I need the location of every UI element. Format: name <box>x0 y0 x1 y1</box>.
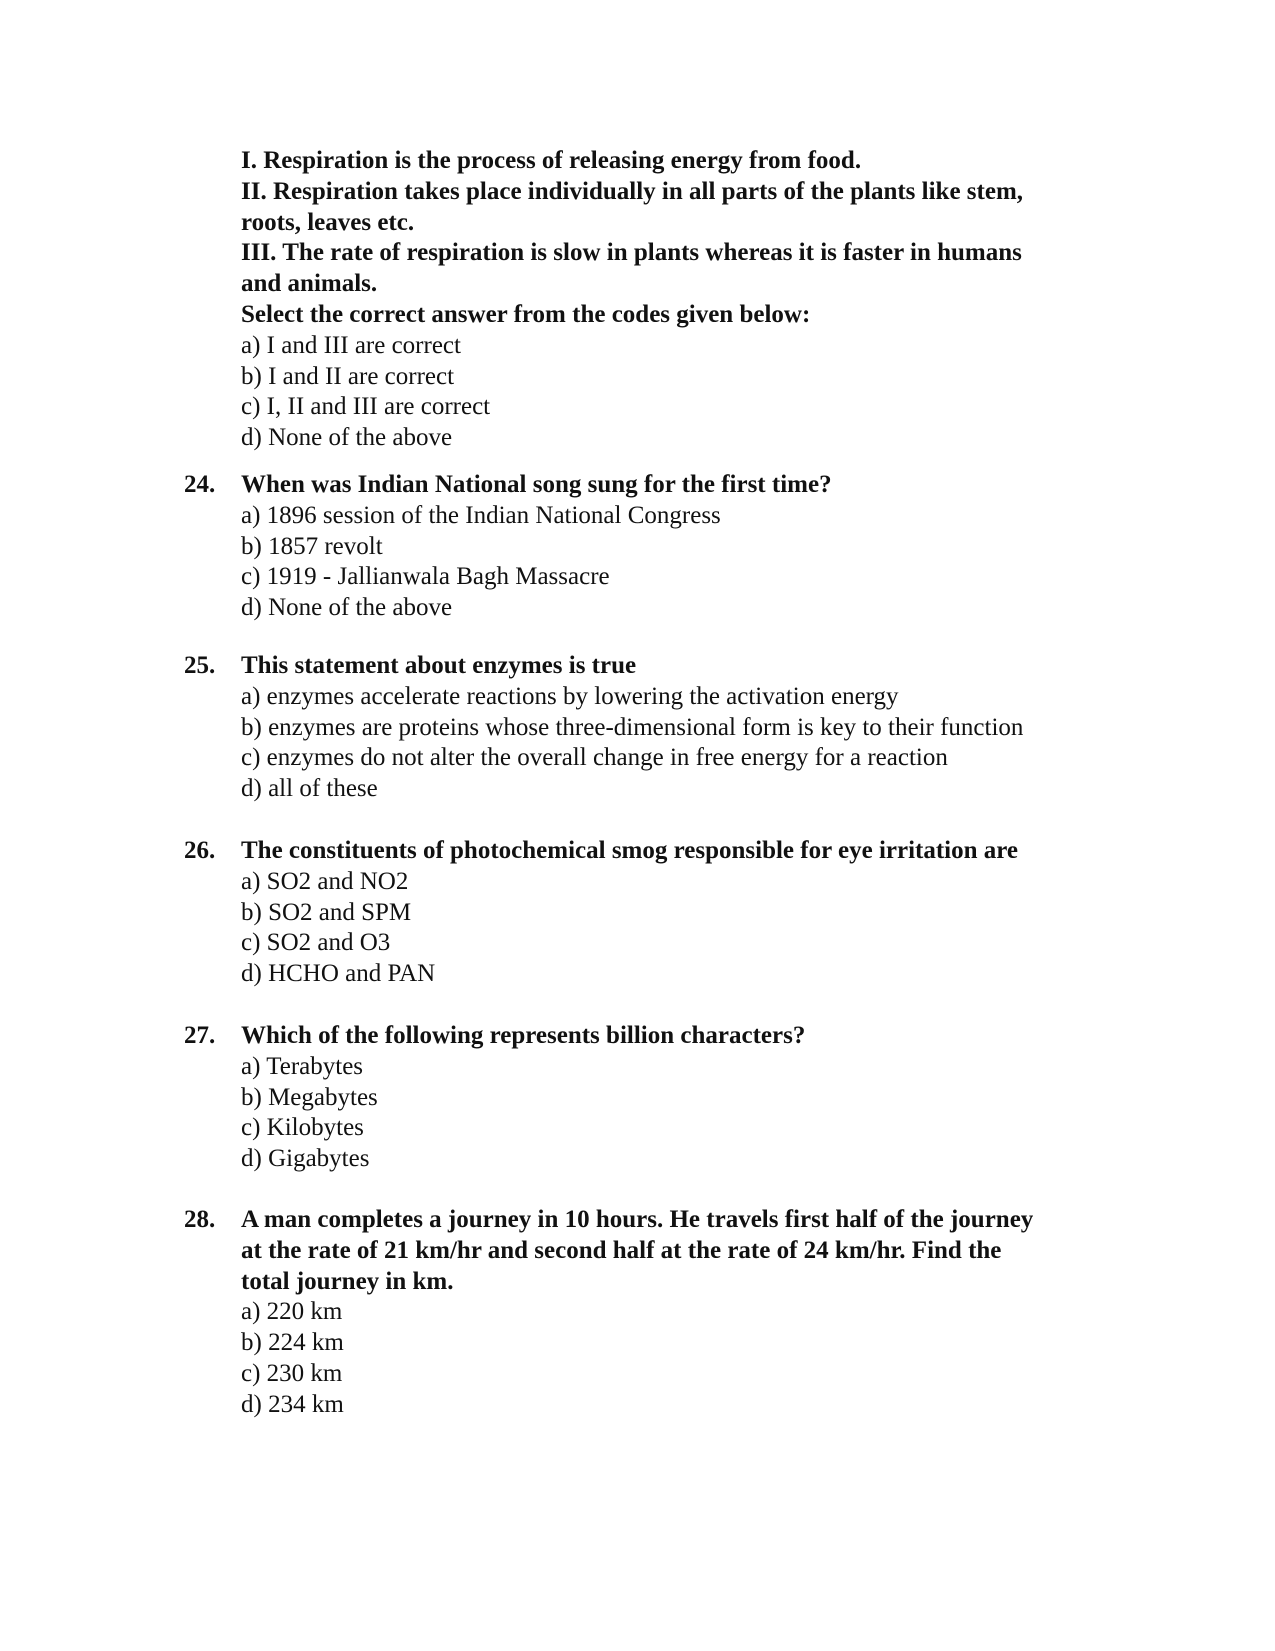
answer-option: c) SO2 and O3 <box>241 929 391 957</box>
answer-option: a) SO2 and NO2 <box>241 867 409 895</box>
answer-option: c) 230 km <box>241 1359 343 1387</box>
answer-option: d) HCHO and PAN <box>241 960 436 988</box>
answer-option: d) 234 km <box>241 1390 344 1418</box>
question-number: 28. <box>184 1206 216 1233</box>
statement-line: II. Respiration takes place individually in all parts of the plants like stem, <box>241 177 1024 205</box>
answer-option: d) None of the above <box>241 424 453 452</box>
answer-option: c) 1919 - Jallianwala Bagh Massacre <box>241 563 610 591</box>
answer-option: c) I, II and III are correct <box>241 393 491 421</box>
answer-option: a) 1896 session of the Indian National Congress <box>241 501 721 529</box>
question-number: 24. <box>184 471 216 498</box>
answer-option: a) Terabytes <box>241 1052 364 1080</box>
statement-line: roots, leaves etc. <box>241 208 415 236</box>
question-text: When was Indian National song sung for the first time? <box>241 471 832 498</box>
question-text: Which of the following represents billion characters? <box>241 1022 806 1049</box>
question-text: at the rate of 21 km/hr and second half at the rate of 24 km/hr. Find the <box>241 1236 1002 1264</box>
question-24 <box>184 470 1124 624</box>
answer-option: d) Gigabytes <box>241 1145 370 1173</box>
answer-option: a) I and III are correct <box>241 331 461 359</box>
answer-option: b) enzymes are proteins whose three-dimensional form is key to their function <box>241 713 1024 741</box>
question-text: A man completes a journey in 10 hours. He travels first half of the journey <box>241 1206 1034 1233</box>
question-28 <box>184 1205 1124 1421</box>
answer-option: a) enzymes accelerate reactions by lowering the activation energy <box>241 682 899 710</box>
question-number: 26. <box>184 837 216 864</box>
answer-option: a) 220 km <box>241 1298 343 1326</box>
answer-option: b) Megabytes <box>241 1083 378 1111</box>
question-text: This statement about enzymes is true <box>241 652 637 679</box>
question-26 <box>184 836 1124 990</box>
question-number: 27. <box>184 1022 216 1049</box>
instruction-line: Select the correct answer from the codes given below: <box>241 300 811 328</box>
answer-option: d) None of the above <box>241 594 453 622</box>
answer-option: b) 224 km <box>241 1329 344 1357</box>
statement-line: and animals. <box>241 270 378 298</box>
question-23-continuation <box>241 146 1121 454</box>
question-number: 25. <box>184 652 216 679</box>
answer-option: d) all of these <box>241 775 378 803</box>
answer-option: c) Kilobytes <box>241 1114 364 1142</box>
statement-line: I. Respiration is the process of releasing energy from food. <box>241 147 862 174</box>
question-25 <box>184 651 1124 805</box>
question-27 <box>184 1021 1124 1175</box>
question-text: total journey in km. <box>241 1267 454 1295</box>
question-text: The constituents of photochemical smog responsible for eye irritation are <box>241 837 1019 864</box>
answer-option: b) 1857 revolt <box>241 532 383 560</box>
answer-option: b) SO2 and SPM <box>241 898 412 926</box>
answer-option: b) I and II are correct <box>241 362 455 390</box>
statement-line: III. The rate of respiration is slow in plants whereas it is faster in humans <box>241 239 1022 267</box>
answer-option: c) enzymes do not alter the overall change in free energy for a reaction <box>241 744 948 772</box>
